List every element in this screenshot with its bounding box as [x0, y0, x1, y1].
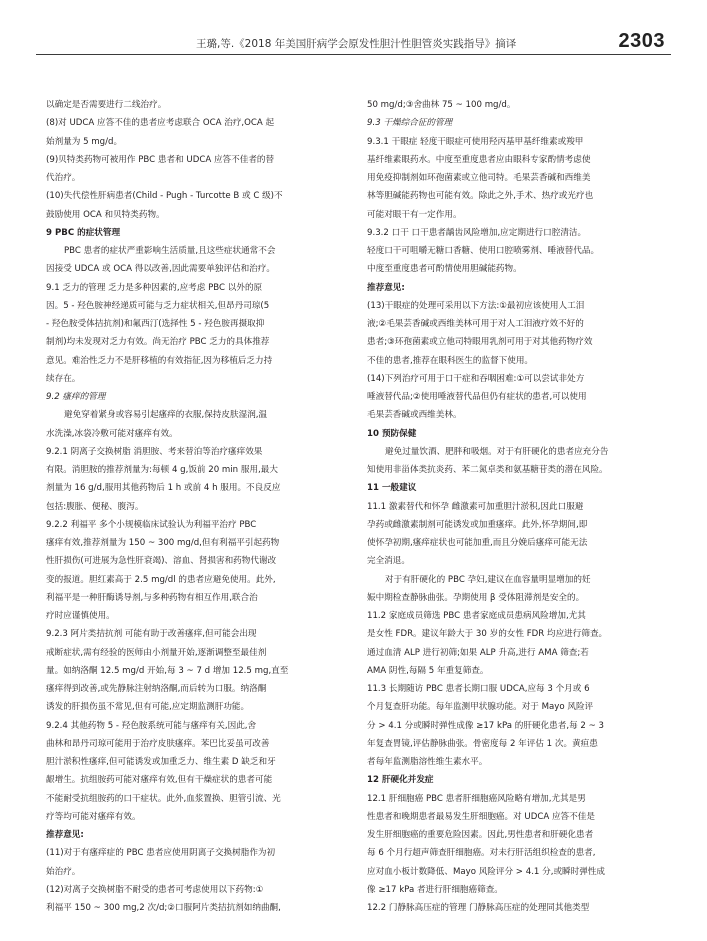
text-line: 9 PBC 的症状管理: [46, 227, 121, 238]
text-line: 瘙痒得到改善,或先静脉注射纳洛酮,而后转为口服。纳洛酮: [46, 684, 267, 694]
text-line: 轻度口干可咀嚼无糖口香糖、使用口腔喷雾剂、唾液替代品。: [367, 246, 600, 256]
text-line: 是女性 FDR。建议年龄大于 30 岁的女性 FDR 均应进行筛查。: [367, 629, 608, 640]
text-line: 始治疗。: [46, 866, 81, 877]
text-line: 利福平是一种肝酶诱导剂,与多种药物有相互作用,联合治: [46, 592, 258, 603]
text-line: 因。5 - 羟色胺神经递质可能与乏力症状相关,但昂丹司琼(5: [46, 300, 270, 311]
text-line: - 羟色胺受体拮抗剂)和氟西汀(选择性 5 - 羟色胺再摄取抑: [46, 319, 265, 329]
text-line: 像 ≥17 kPa 者进行肝细胞癌筛查。: [367, 884, 503, 895]
text-line: 12 肝硬化并发症: [367, 775, 434, 786]
text-line: 利福平 150 ~ 300 mg,2 次/d;②口服阿片类拮抗剂如纳曲酮,: [46, 903, 281, 913]
text-line: 9.2 瘙痒的管理: [46, 392, 106, 402]
text-line: 意见。难治性乏力不是肝移植的有效指征,因为移植后乏力持: [46, 355, 273, 366]
text-line: 续存在。: [46, 373, 81, 384]
text-line: 液;②毛果芸香碱或西维美林可用于对人工泪液疗效不好的: [367, 319, 584, 329]
text-line: 10 预防保健: [367, 428, 417, 439]
right-column: [367, 96, 672, 917]
text-line: 林等胆碱能药物也可能有效。除此之外,手术、热疗或光疗也: [367, 191, 594, 202]
text-line: 胆汁淤积性瘙痒,但可能诱发或加重乏力、维生素 D 缺乏和牙: [46, 757, 276, 767]
text-line: 11 一般建议: [367, 483, 417, 494]
text-line: 唾液替代品;②使用唾液替代品但仍有症状的患者,可以使用: [367, 392, 587, 402]
text-line: 发生肝细胞癌的重要危险因素。因此,男性患者和肝硬化患者: [367, 830, 594, 840]
text-line: 9.2.4 其他药物 5 - 羟色胺系统可能与瘙痒有关,因此,舍: [46, 720, 257, 731]
text-line: 始剂量为 5 mg/d。: [46, 136, 123, 147]
text-line: AMA 阴性,每隔 5 年重复筛查。: [367, 665, 489, 676]
text-line: 每 6 个月行超声筛查肝细胞癌。对未行肝活组织检查的患者,: [367, 848, 596, 859]
text-line: 性患者和晚期患者最易发生肝细胞癌。对 UDCA 应答不佳是: [367, 811, 595, 822]
text-line: 曲林和昂丹司琼可能用于治疗皮肤瘙痒。苯巴比妥虽可改善: [46, 738, 270, 749]
text-line: 中度至重度患者可酌情使用胆碱能药物。: [367, 264, 522, 275]
page-number: 2303: [618, 30, 665, 52]
text-line: 12.1 肝细胞癌 PBC 患者肝细胞癌风险略有增加,尤其是男: [367, 793, 586, 804]
text-line: 因接受 UDCA 或 OCA 得以改善,因此需要单独评估和治疗。: [46, 264, 275, 275]
text-line: 9.2.1 阴离子交换树脂 消胆胺、考来替泊等治疗瘙痒效果: [46, 446, 263, 457]
text-line: 者每年监测脂溶性维生素水平。: [367, 757, 488, 767]
text-line: 9.3.1 干眼症 轻度干眼症可使用羟丙基甲基纤维素或羧甲: [367, 136, 584, 147]
text-line: 瘙痒有效,推荐剂量为 150 ~ 300 mg/d,但有利福平引起药物: [46, 538, 280, 548]
text-line: 疗时应谨慎使用。: [46, 611, 115, 621]
text-line: 9.3.2 口干 口干患者龋齿风险增加,应定期进行口腔清洁。: [367, 227, 587, 238]
text-line: (14)下列治疗可用于口干症和吞咽困难:①可以尝试非处方: [367, 373, 585, 384]
text-line: 不能耐受抗组胺药的口干症状。此外,血浆置换、胆管引流、光: [46, 793, 281, 804]
text-line: 代治疗。: [46, 173, 81, 183]
text-line: 诱发的肝损伤虽不常见,但有可能,应定期监测肝功能。: [46, 702, 250, 713]
text-line: 使怀孕初期,瘙痒症状也可能加重,而且分娩后瘙痒可能无法: [367, 538, 588, 548]
text-line: (8)对 UDCA 应答不佳的患者应考虑联合 OCA 治疗,OCA 起: [46, 118, 275, 129]
text-line: 以确定是否需要进行二线治疗。: [46, 100, 167, 110]
text-line: 孕药或雌激素制剂可能诱发或加重瘙痒。此外,怀孕期间,即: [367, 519, 588, 530]
text-line: 包括:腹胀、便秘、腹泻。: [46, 501, 144, 512]
text-line: 对于有肝硬化的 PBC 孕妇,建议在血容量明显增加的妊: [385, 574, 591, 585]
text-line: (11)对于有瘙痒症的 PBC 患者应使用阴离子交换树脂作为初: [46, 848, 276, 859]
text-line: 12.2 门静脉高压症的管理 门静脉高压症的处理同其他类型: [367, 903, 590, 913]
text-line: 通过血清 ALP 进行初筛;如果 ALP 升高,进行 AMA 筛查;若: [367, 647, 589, 658]
text-line: (12)对离子交换树脂不耐受的患者可考虑使用以下药物:①: [46, 884, 264, 895]
text-line: 制剂)均未发现对乏力有效。尚无治疗 PBC 乏力的具体推荐: [46, 337, 270, 348]
text-line: 避免过量饮酒、肥胖和吸烟。对于有肝硬化的患者应充分告: [385, 446, 609, 457]
text-line: 患者;③环孢菌素或立他司特眼用乳剂可用于对其他药物疗效: [367, 337, 593, 348]
text-line: 推荐意见:: [46, 830, 84, 840]
text-line: 有限。消胆胺的推荐剂量为:每顿 4 g,饭前 20 min 服用,最大: [46, 465, 278, 475]
text-line: 知使用非甾体类抗炎药、苯二氮卓类和氨基糖苷类的潜在风险。: [367, 465, 608, 475]
text-line: 9.3 干燥综合征的管理: [367, 118, 453, 129]
text-line: 量。如纳洛酮 12.5 mg/d 开始,每 3 ~ 7 d 增加 12.5 mg,直至: [46, 665, 289, 676]
text-line: 不佳的患者,推荐在眼科医生的监督下使用。: [367, 355, 534, 366]
text-line: 戒断症状,需有经验的医师由小剂量开始,逐渐调整至最佳剂: [46, 647, 267, 658]
text-line: (10)失代偿性肝病患者(Child - Pugh - Turcotte B 或 C 级)不: [46, 191, 283, 202]
text-line: 剂量为 16 g/d,服用其他药物后 1 h 或前 4 h 服用。不良反应: [46, 483, 281, 494]
text-line: 分 > 4.1 分或瞬时弹性成像 ≥17 kPa 的肝硬化患者,每 2 ~ 3: [367, 720, 604, 731]
text-line: 9.1 乏力的管理 乏力是多种因素的,应考虑 PBC 以外的原: [46, 282, 263, 293]
text-line: 11.1 激素替代和怀孕 雌激素可加重胆汁淤积,因此口服避: [367, 501, 584, 512]
text-line: 变的报道。胆红素高于 2.5 mg/dl 的患者应避免使用。此外,: [46, 574, 276, 585]
text-line: 水洗澡,冰袋冷敷可能对瘙痒有效。: [46, 428, 178, 439]
text-line: 50 mg/d;③舍曲林 75 ~ 100 mg/d。: [367, 100, 516, 110]
text-line: 避免穿着紧身或容易引起瘙痒的衣服,保持皮肤湿润,温: [64, 410, 268, 421]
text-line: (13)干眼症的处理可采用以下方法:①最初应该使用人工泪: [367, 300, 585, 311]
text-line: 毛果芸香碱或西维美林。: [367, 410, 462, 421]
text-line: 9.2.2 利福平 多个小规模临床试验认为利福平治疗 PBC: [46, 519, 257, 530]
text-line: 9.2.3 阿片类拮抗剂 可能有助于改善瘙痒,但可能会出现: [46, 629, 257, 640]
text-line: 用免疫抑制剂如环孢菌素或立他司特。毛果芸香碱和西维美: [367, 173, 591, 183]
text-line: 11.2 家庭成员筛选 PBC 患者家庭成员患病风险增加,尤其: [367, 611, 586, 621]
text-line: 性肝损伤(可进展为急性肝衰竭)、溶血、肾损害和药物代谢改: [46, 556, 277, 567]
text-line: 应对血小板计数降低、Mayo 风险评分 > 4.1 分,或瞬时弹性成: [367, 866, 606, 877]
text-line: 娠中期检查静脉曲张。孕期使用 β 受体阻滞剂是安全的。: [367, 592, 585, 603]
text-line: 完全消退。: [367, 556, 410, 567]
text-line: 年复查胃镜,评估静脉曲张。骨密度每 2 年评估 1 次。黄疸患: [367, 738, 598, 749]
text-line: (9)贝特类药物可被用作 PBC 患者和 UDCA 应答不佳者的替: [46, 154, 275, 165]
text-line: 个月复查肝功能。每年监测甲状腺功能。对于 Mayo 风险评: [367, 702, 594, 713]
text-line: 推荐意见:: [367, 282, 405, 293]
left-column: [46, 96, 346, 917]
text-line: 龈增生。抗组胺药可能对瘙痒有效,但有干燥症状的患者可能: [46, 775, 273, 786]
text-line: 疗等均可能对瘙痒有效。: [46, 811, 141, 822]
running-header-title: 王璐,等.《2018 年美国肝病学会原发性胆汁性胆管炎实践指导》摘译: [196, 38, 517, 50]
text-line: 鼓励使用 OCA 和贝特类药物。: [46, 209, 165, 220]
text-line: 基纤维素眼药水。中度至重度患者应由眼科专家酌情考虑使: [367, 154, 591, 165]
text-line: 可能对眼干有一定作用。: [367, 209, 462, 220]
text-line: PBC 患者的症状严重影响生活质量,且这些症状通常不会: [64, 246, 276, 256]
text-line: 11.3 长期随访 PBC 患者长期口服 UDCA,应每 3 个月或 6: [367, 684, 590, 694]
running-header: [36, 30, 671, 55]
